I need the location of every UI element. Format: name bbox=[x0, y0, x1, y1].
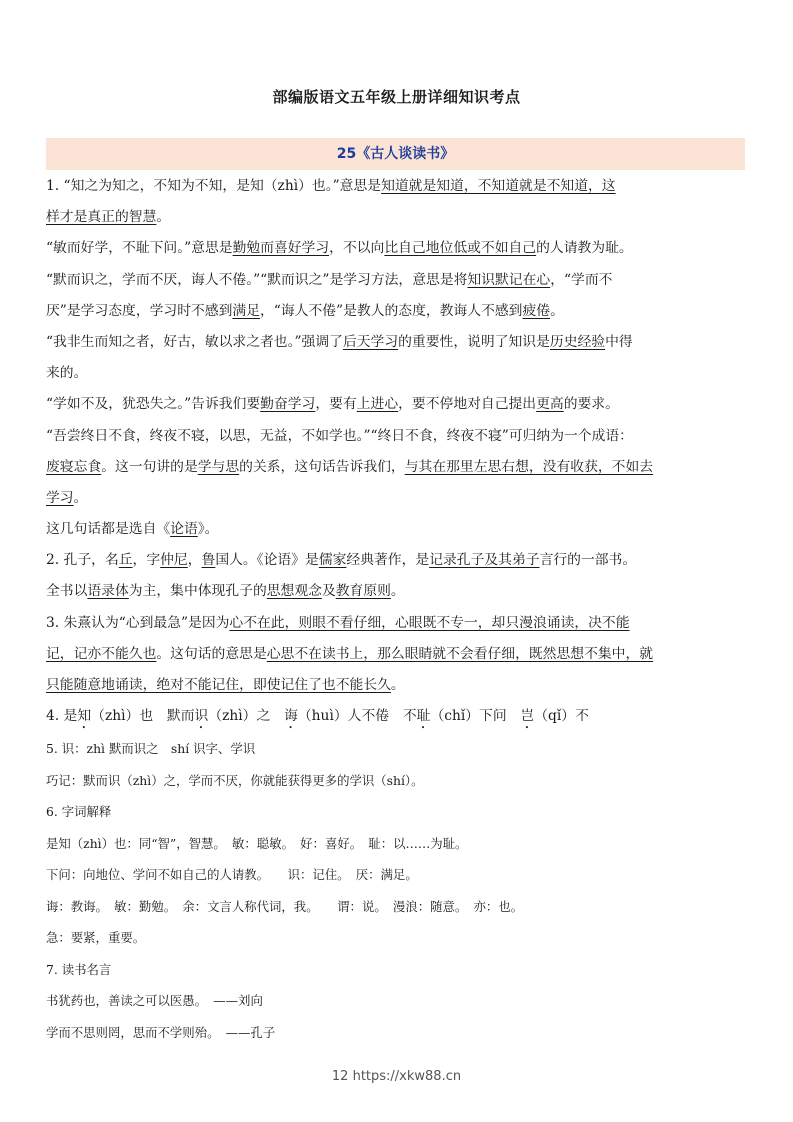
dotted-character: 岂 bbox=[520, 708, 535, 725]
quote-1: 书犹药也，善读之可以医愚。 ——刘向 bbox=[46, 993, 263, 1008]
underlined-answer: 仲尼 bbox=[160, 552, 188, 569]
text-segment: ，“学而不 bbox=[550, 271, 613, 288]
underlined-answer: 后天学习 bbox=[342, 333, 399, 350]
underlined-answer: 满足 bbox=[232, 302, 261, 319]
paragraph-14-glossary: 是知（zhì）也：同“智”，智慧。 敏：聪敏。 好：喜好。 耻：以……为耻。 bbox=[46, 835, 468, 851]
paragraph-15-glossary: 下问：向地位、学问不如自己的人请教。 识：记住。 厌：满足。 bbox=[46, 867, 418, 882]
underlined-answer: 勤勉而喜好学习 bbox=[232, 240, 330, 257]
paragraph-4-line-1 bbox=[46, 327, 745, 358]
text-segment: 。 bbox=[156, 209, 171, 226]
text-segment: 厌”是学习态度，学习时不感到 bbox=[46, 302, 233, 319]
dotted-character: 识 bbox=[194, 708, 209, 725]
paragraph-6-line-2 bbox=[46, 452, 745, 483]
underlined-answer: 心思不在读书上，那么眼睛就不会看仔细，既然思想不集中，就 bbox=[266, 645, 654, 662]
underlined-answer: 学与思 bbox=[197, 458, 240, 475]
text-segment: 来的。 bbox=[46, 365, 88, 382]
text-segment: 的重要性，说明了知识是 bbox=[398, 333, 550, 350]
paragraph-8-line-1 bbox=[46, 545, 745, 576]
text-segment: 言行的一部书。 bbox=[539, 552, 637, 569]
text-segment: “吾尝终日不食，终夜不寝，以思，无益，不如学也。”“终日不食，终夜不寝”可归纳为一个成语： bbox=[46, 427, 633, 444]
underlined-answer: 知道就是知道，不知道就是不知道，这 bbox=[381, 178, 616, 194]
text-segment: 4. 是 bbox=[46, 708, 78, 725]
paragraph-9-line-1 bbox=[46, 608, 745, 639]
text-segment: 的人请教为耻。 bbox=[536, 240, 633, 257]
underlined-answer: 废寝忘食 bbox=[46, 458, 102, 475]
paragraph-16-glossary: 诲：教诲。 敏：勤勉。 余：文言人称代词，我。 谓：说。 漫浪：随意。 亦：也。 bbox=[46, 898, 524, 914]
text-segment: ，要有 bbox=[315, 396, 357, 413]
section-header: 25《古人谈读书》 bbox=[46, 138, 745, 170]
underlined-answer: 记，记亦不能久也 bbox=[46, 645, 157, 662]
paragraph-5 bbox=[46, 389, 745, 420]
dotted-character: 诲 bbox=[284, 708, 298, 725]
text-segment: 。 bbox=[550, 302, 564, 319]
paragraph-17-glossary: 急：要紧，重要。 bbox=[46, 930, 146, 945]
notes-body bbox=[46, 171, 745, 732]
underlined-answer: 丘 bbox=[118, 552, 133, 569]
text-segment: 。这一句讲的是 bbox=[101, 458, 198, 475]
paragraph-1-line-1 bbox=[46, 171, 745, 202]
underlined-answer: 论语 bbox=[170, 521, 198, 538]
text-segment: 及 bbox=[321, 583, 336, 600]
paragraph-9-line-3 bbox=[46, 670, 745, 701]
text-segment: 这几句话都是选自《 bbox=[46, 521, 171, 538]
underlined-answer: 疲倦 bbox=[522, 302, 551, 319]
paragraph-3-line-1 bbox=[46, 265, 745, 296]
text-segment: ，要不停地对自己提出 bbox=[398, 396, 537, 413]
paragraph-10-pronunciation bbox=[46, 701, 745, 732]
underlined-answer: 心不在此，则眼不看仔细，心眼既不专一，却只漫浪诵读，决不能 bbox=[229, 614, 630, 631]
paragraph-7 bbox=[46, 514, 745, 545]
quote-2: 学而不思则罔，思而不学则殆。 ——孔子 bbox=[46, 1024, 276, 1040]
text-segment: 。 bbox=[73, 489, 88, 506]
underlined-answer: 知识默记在心 bbox=[467, 271, 551, 288]
underlined-answer: 与其在那里左思右想，没有收获，不如去 bbox=[404, 458, 654, 475]
underlined-answer: 儒家 bbox=[318, 552, 347, 569]
text-segment: （zhì）也 默而 bbox=[91, 708, 195, 725]
underlined-answer: 学习 bbox=[46, 489, 74, 506]
text-segment: （chǐ）下问 bbox=[430, 708, 521, 725]
text-segment: 中得 bbox=[605, 333, 633, 350]
text-segment: （qǐ）不 bbox=[534, 708, 589, 725]
paragraph-9-line-2 bbox=[46, 639, 745, 670]
underlined-answer: 比自己地位低或不如自己 bbox=[384, 240, 537, 257]
text-segment: “默而识之，学而不厌，诲人不倦。”“默而识之”是学习方法，意思是将 bbox=[46, 271, 468, 288]
text-segment: 国人。《论语》是 bbox=[215, 552, 319, 569]
text-segment: 为主，集中体现孔子的 bbox=[128, 583, 267, 600]
dotted-character: 知 bbox=[77, 708, 92, 725]
notes-body-continued bbox=[46, 733, 745, 1048]
underlined-answer: 教育原则 bbox=[335, 583, 391, 600]
page-footer: 12 https://xkw88.cn bbox=[331, 1069, 462, 1084]
underlined-answer: 上进心 bbox=[356, 396, 399, 413]
text-segment: （huì）人不倦 不 bbox=[297, 708, 417, 725]
text-segment: ，不以向 bbox=[329, 240, 385, 257]
underlined-answer: 历史经验 bbox=[549, 333, 606, 350]
paragraph-2 bbox=[46, 233, 745, 264]
paragraph-6-line-1 bbox=[46, 421, 745, 452]
text-segment: 全书以 bbox=[46, 583, 88, 600]
text-segment: “我非生而知之者，好古，敏以求之者也。”强调了 bbox=[46, 333, 343, 350]
paragraph-18-heading: 7. 读书名言 bbox=[46, 961, 112, 977]
paragraph-8-line-2 bbox=[46, 576, 745, 607]
underlined-answer: 只能随意地诵读，绝对不能记住，即使记住了也不能长久 bbox=[46, 677, 391, 693]
paragraph-1-line-2 bbox=[46, 202, 745, 233]
text-segment: 2. 孔子，名 bbox=[46, 552, 119, 569]
document-title: 部编版语文五年级上册详细知识考点 bbox=[272, 88, 521, 106]
text-segment: “敏而好学，不耻下问。”意思是 bbox=[46, 240, 233, 257]
underlined-answer: 更高 bbox=[536, 396, 564, 413]
text-segment: “学如不及，犹恐失之。”告诉我们要 bbox=[46, 396, 261, 413]
underlined-answer: 勤奋学习 bbox=[260, 396, 316, 413]
text-segment: 的要求。 bbox=[563, 396, 619, 413]
underlined-answer: 思想观念 bbox=[266, 583, 322, 600]
text-segment: ，“诲人不倦”是教人的态度，教诲人不感到 bbox=[260, 302, 523, 319]
paragraph-12-mnemonic: 巧记：默而识（zhì）之，学而不厌，你就能获得更多的学识（shí）。 bbox=[46, 772, 424, 788]
paragraph-6-line-3 bbox=[46, 483, 745, 514]
paragraph-4-line-2 bbox=[46, 358, 745, 389]
text-segment: 经典著作，是 bbox=[346, 552, 430, 569]
text-segment: 。 bbox=[390, 677, 405, 693]
paragraph-3-line-2 bbox=[46, 296, 745, 327]
text-segment: ， bbox=[187, 552, 202, 569]
text-segment: （zhì）之 bbox=[208, 708, 285, 725]
text-segment: 1. “知之为知之，不知为不知，是知（zhì）也。”意思是 bbox=[46, 178, 382, 194]
dotted-character: 耻 bbox=[416, 708, 431, 725]
paragraph-11: 5. 识：zhì 默而识之 shí 识字、学识 bbox=[46, 741, 256, 756]
underlined-answer: 语录体 bbox=[87, 583, 129, 600]
text-segment: ，字 bbox=[132, 552, 161, 569]
text-segment: 。这句话的意思是 bbox=[156, 645, 267, 662]
text-segment: 。 bbox=[390, 583, 405, 600]
paragraph-13-heading: 6. 字词解释 bbox=[46, 804, 112, 819]
underlined-answer: 鲁 bbox=[201, 552, 216, 569]
text-segment: 的关系，这句话告诉我们， bbox=[239, 458, 405, 475]
text-segment: 3. 朱熹认为“心到最急”是因为 bbox=[46, 614, 230, 631]
underlined-answer: 样才是真正的智慧 bbox=[46, 209, 157, 226]
underlined-answer: 记录孔子及其弟子 bbox=[429, 552, 540, 569]
text-segment: 》。 bbox=[197, 521, 219, 538]
